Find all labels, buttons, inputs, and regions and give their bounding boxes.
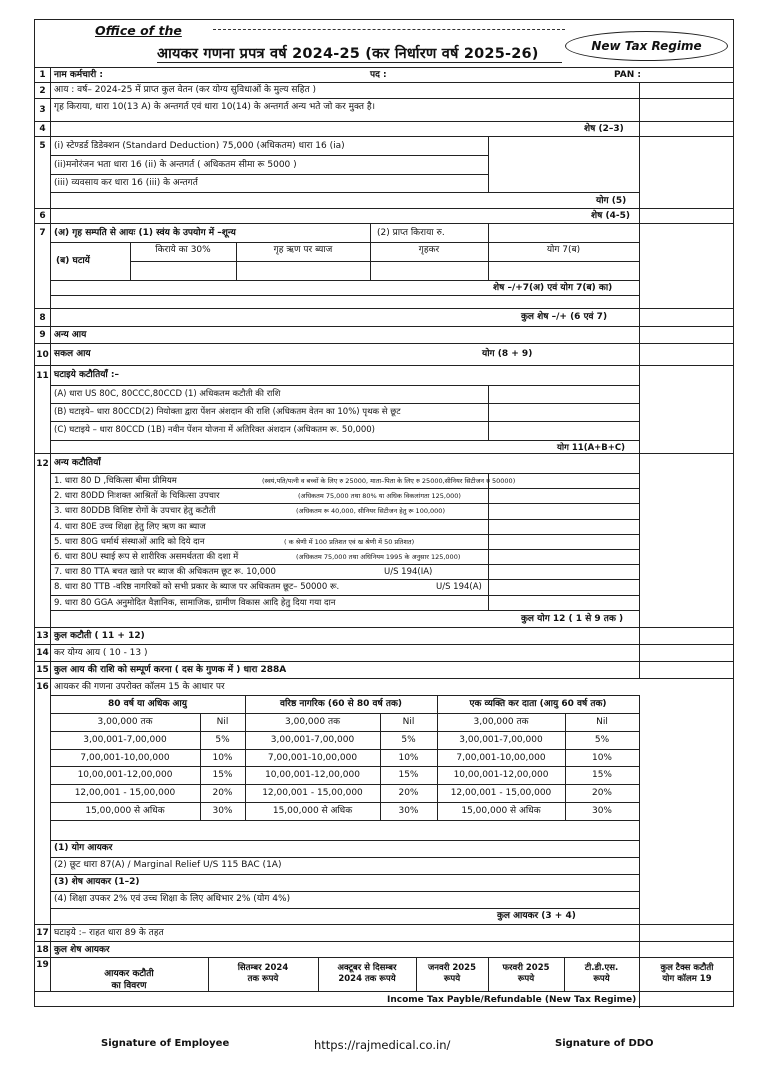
col-divider (50, 942, 51, 957)
row-divider (50, 534, 639, 535)
col-divider (639, 209, 640, 223)
slab-range: 3,00,000 तक (473, 717, 529, 727)
col-divider (50, 209, 51, 223)
row-16 (35, 678, 733, 924)
cess-label: (4) शिक्षा उपकर 2% एवं उच्च शिक्षा के लिए अधिभार 2% (योग 4%) (54, 894, 291, 904)
slab-rate: Nil (216, 717, 229, 727)
net-tax-label: कुल शेष आयकर (54, 945, 110, 955)
row-number: 10 (36, 349, 49, 360)
balance-6-label: शेष (4-5) (591, 211, 630, 221)
tds-details-label-2: का विवरण (111, 981, 147, 991)
form-header (35, 20, 733, 67)
row-divider (50, 242, 639, 243)
row-12 (35, 453, 733, 627)
deduction-80c-label: (A) धारा US 80C, 80CCC,80CCD (1) अधिकतम कटौती की राशि (54, 389, 281, 399)
slab-range: 3,00,001-7,00,000 (459, 734, 543, 745)
slab-range: 3,00,001-7,00,000 (83, 734, 167, 745)
slab-rate: 10% (212, 752, 233, 763)
col-divider (488, 137, 489, 192)
total-5-label: योग (5) (596, 196, 627, 206)
slab-rate: 10% (398, 752, 419, 763)
col-divider (50, 327, 51, 343)
row-number: 17 (36, 928, 49, 938)
other-deduction-item: 3. धारा 80DDB विशिष्ट रोगों के उपचार हेतु कटौती (54, 506, 216, 517)
standard-deduction-label: (i) स्टेण्डर्ड डिडेक्शन (Standard Deduction) 75,000 (अधिकतम) धारा 16 (ia) (54, 141, 345, 151)
row-divider (50, 295, 639, 296)
row-5 (35, 136, 733, 208)
row-17 (35, 924, 733, 941)
tds-column-header: जनवरी 2025 (427, 963, 477, 973)
form-title: आयकर गणना प्रपत्र वर्ष 2024-25 (कर निर्धारण वर्ष 2025-26) (157, 46, 539, 62)
home-loan-interest-header: गृह ऋण पर ब्याज (273, 245, 333, 255)
deductions-11-title: घटाइये कटौतियाँ :– (54, 370, 119, 380)
tax-form (34, 19, 734, 1007)
row-number: 18 (36, 944, 49, 955)
col-divider (639, 224, 640, 308)
col-divider (488, 385, 489, 440)
row-divider (50, 857, 639, 858)
row-divider (50, 549, 639, 550)
total-11-label: योग 11(A+B+C) (557, 443, 626, 453)
slab-range: 10,00,001-12,00,000 (453, 770, 549, 781)
slab-range: 10,00,001-12,00,000 (77, 770, 173, 781)
col-divider (488, 473, 489, 610)
row-number: 9 (39, 330, 46, 340)
slab-rate: 5% (215, 734, 230, 745)
final-row (35, 991, 733, 1008)
row-divider (50, 564, 639, 565)
row-divider (50, 749, 639, 750)
other-deduction-note: U/S 194(A) (436, 582, 482, 593)
other-deduction-item: 7. धारा 80 TTA बचत खाते पर ब्याज की अधिकतम छूट रू. 10,000 (54, 567, 276, 578)
net-balance-8-label: कुल शेष –/+ (6 एवं 7) (521, 312, 608, 322)
rent-30-percent-header: किराये का 30% (155, 245, 211, 255)
col-divider (639, 327, 640, 343)
col-divider (639, 83, 640, 98)
relief-89-label: घटाइये :– राहत धारा 89 के तहत (54, 928, 164, 938)
row-2 (35, 82, 733, 98)
tds-column-header: रूपये (593, 974, 610, 984)
col-divider (50, 662, 51, 678)
total-12-label: कुल योग 12 ( 1 से 9 तक ) (521, 614, 624, 624)
slab-range: 15,00,000 से अधिक (85, 806, 165, 816)
house-property-title: (अ) गृह सम्पति से आयः (1) स्वंय के उपयोग में –शून्य (54, 228, 236, 238)
other-deduction-item: 5. धारा 80G धर्मार्थ संस्थाओं आदि को दिये दान (54, 536, 205, 547)
row-number: 6 (39, 211, 46, 221)
row-number: 15 (36, 665, 49, 675)
other-deduction-item: 6. धारा 80U स्थाई रूप से शारीरिक असमर्थतता की दशा में (54, 552, 239, 562)
row-7 (35, 223, 733, 308)
row-divider (50, 192, 639, 193)
regime-badge-text: New Tax Regime (591, 39, 702, 53)
tds-column-header: अक्टूबर से दिसम्बर (337, 963, 397, 973)
row-divider (50, 874, 639, 875)
row-divider (50, 784, 639, 785)
slab-range: 7,00,001-10,00,000 (80, 752, 170, 763)
row-number: 1 (39, 70, 46, 80)
row-divider (50, 503, 639, 504)
col-divider (639, 645, 640, 661)
other-deduction-note: U/S 194(IA) (384, 567, 433, 578)
row-19 (35, 957, 733, 991)
slab-group-header: एक व्यक्ति कर दाता (आयु 60 वर्ष तक) (469, 699, 607, 709)
entertainment-allowance-label: (ii)मनोरंजन भता धारा 16 (ii) के अन्तगर्त ( अधिकतम सीमा रू 5000 ) (54, 160, 297, 170)
other-deduction-note: (स्वयं,पति/पत्नी व बच्चों के लिए रु 25000, माता–पिता के लिए रु 25000,सीनियर सिटीजन रु 50000) (262, 477, 516, 485)
row-3 (35, 98, 733, 121)
row-13 (35, 627, 733, 644)
row-divider (50, 473, 639, 474)
other-deduction-item: 8. धारा 80 TTB -वरिष्ठ नागरिकों को सभी प्रकार के ब्याज पर अधिकतम छूट– 50000 रू. (54, 582, 340, 593)
slab-rate: 5% (401, 734, 416, 745)
col-divider (50, 68, 51, 82)
row-divider (50, 731, 639, 732)
row-divider (50, 908, 639, 909)
col-divider (639, 628, 640, 644)
website-url[interactable]: https://rajmedical.co.in/ (314, 1038, 451, 1052)
professional-tax-label: (iii) व्यवसाय कर धारा 16 (iii) के अन्तगर्त (54, 178, 198, 188)
balance-4-label: शेष (2–3) (584, 124, 624, 134)
col-divider (50, 83, 51, 98)
col-divider (565, 713, 566, 820)
tds-column-header: योग कॉलम 19 (662, 974, 712, 984)
row-number: 8 (39, 312, 46, 323)
row-divider (50, 891, 639, 892)
pan-label: PAN : (614, 70, 641, 80)
col-divider (639, 99, 640, 121)
row-divider (50, 519, 639, 520)
other-deduction-item: 1. धारा 80 D ,चिकित्सा बीमा प्रीमियम (54, 476, 177, 486)
slab-range: 15,00,000 से अधिक (272, 806, 353, 816)
other-deductions-title: अन्य कटौतियाँ (54, 458, 101, 468)
slab-range: 3,00,000 तक (285, 717, 340, 727)
row-divider (50, 174, 488, 175)
tds-details-label-1: आयकर कटौती (104, 969, 154, 979)
slab-rate: 30% (591, 806, 612, 816)
col-divider (639, 137, 640, 208)
slab-range: 12,00,001 - 15,00,000 (450, 788, 552, 799)
row-4 (35, 121, 733, 136)
post-label: पद : (370, 70, 387, 80)
row-divider (50, 610, 639, 611)
row-number: 7 (39, 228, 46, 238)
slab-rate: 15% (591, 770, 612, 781)
col-divider (370, 224, 371, 242)
other-deduction-note: (अधिकतम 75,000 तथा अधिनियम 1995 के अनुसार 125,000) (296, 553, 461, 561)
slab-rate: Nil (402, 717, 415, 727)
tds-column-header: रूपये (443, 974, 461, 984)
col-divider (50, 137, 51, 208)
row-divider (50, 766, 639, 767)
slab-range: 12,00,001 - 15,00,000 (262, 788, 363, 799)
total-tax-16-label: कुल आयकर (3 + 4) (497, 911, 576, 921)
deduction-80ccd1b-label: (C) घटाइये – धारा 80CCD (1B) नवीन पेंशन योजना में अतिरिक्त अंशदान (अधिकतम रू. 50,000) (54, 425, 375, 435)
col-divider (380, 713, 381, 820)
total-deductions-label: कुल कटौती ( 11 + 12) (54, 631, 145, 641)
row-number: 4 (39, 124, 46, 134)
col-divider (50, 309, 51, 326)
row-divider (50, 421, 639, 422)
row-divider (50, 713, 639, 714)
employee-signature-label: Signature of Employee (101, 1038, 230, 1049)
office-name-line (213, 29, 565, 30)
row-10 (35, 343, 733, 365)
tds-column-header: रूपये (517, 974, 535, 984)
slab-rate: 5% (594, 734, 610, 745)
slab-group-header: वरिष्ठ नागरिक (60 से 80 वर्ष तक) (279, 699, 403, 709)
row-14 (35, 644, 733, 661)
col-divider (639, 122, 640, 136)
col-divider (639, 992, 640, 1008)
balance-7-label: शेष –/+7(अ) एवं योग 7(ब) का) (493, 283, 613, 293)
col-divider (639, 695, 640, 925)
tds-column-header: सितम्बर 2024 (237, 963, 289, 973)
row-divider (50, 595, 639, 596)
row-number: 14 (36, 648, 49, 658)
gross-salary-label: आय : वर्ष– 2024-25 में प्राप्त कुल वेतन (कर योग्य सुविधाओं के मुल्य सहित ) (54, 85, 317, 95)
col-divider (50, 925, 51, 941)
row-number: 12 (36, 458, 49, 469)
row-number: 16 (36, 682, 49, 692)
rent-received-label: (2) प्राप्त किराया रु. (377, 228, 445, 238)
other-deduction-item: 2. धारा 80DD निःशक्त आश्रितों के चिकित्सा उपचार (54, 491, 220, 502)
slab-rate: 10% (591, 752, 612, 763)
row-number: 11 (36, 370, 49, 381)
row-divider (50, 403, 639, 404)
col-divider (639, 662, 640, 678)
col-divider (639, 942, 640, 957)
slab-range: 15,00,000 से अधिक (461, 806, 541, 816)
other-deduction-note: (अधिकतम रू 40,000, सीनियर सिटीजन हेतु रू 100,000) (296, 507, 445, 516)
total-income-tax-label: (1) योग आयकर (54, 843, 113, 853)
slab-range: 7,00,001-10,00,000 (456, 752, 546, 763)
row-divider (50, 280, 639, 281)
row-divider (50, 695, 639, 696)
office-of-label: Office of the (95, 23, 182, 38)
tax-payable-refundable-label: Income Tax Payble/Refundable (New Tax Regime) (387, 995, 637, 1005)
balance-tax-label: (3) शेष आयकर (1–2) (54, 877, 140, 887)
row-divider (50, 155, 488, 156)
tds-column-header: टी.डी.एस. (584, 963, 619, 973)
gross-income-label: सकल आय (54, 349, 91, 359)
row-15 (35, 661, 733, 678)
slab-range: 3,00,000 तक (97, 717, 153, 727)
col-divider (639, 309, 640, 326)
row-divider (50, 579, 639, 580)
slab-rate: 20% (212, 788, 233, 799)
row-number: 3 (39, 105, 46, 115)
slab-rate: 30% (212, 806, 233, 816)
other-income-label: अन्य आय (54, 330, 87, 340)
row-divider (50, 440, 639, 441)
row-number: 5 (39, 141, 46, 151)
row-divider (130, 261, 639, 262)
slab-rate: Nil (596, 717, 608, 727)
ddo-signature-label: Signature of DDO (555, 1038, 654, 1049)
title-underline (157, 62, 562, 63)
tds-column-header: तक रूपये (247, 974, 279, 984)
col-divider (50, 99, 51, 121)
row-divider (50, 385, 639, 386)
col-divider (50, 454, 51, 627)
deduction-80ccd2-label: (B) घटाइये– धारा 80CCD(2) नियोक्ता द्वारा पेंशन अंशदान की राशि (अधिकतम वेतन का 10%) पृथक से छूट (54, 407, 401, 417)
total-7b-header: योग 7(ब) (546, 245, 581, 255)
tds-column-header: 2024 तक रूपये (338, 974, 396, 984)
taxable-income-label: कर योग्य आय ( 10 - 13 ) (54, 648, 148, 658)
other-deduction-item: 9. धारा 80 GGA अनुमोदित वैज्ञानिक, सामाजिक, ग्रामीण विकास आदि हेतु दिया गया दान (54, 597, 336, 608)
total-10-label: योग (8 + 9) (482, 349, 533, 359)
col-divider (50, 344, 51, 365)
row-9 (35, 326, 733, 343)
slab-rate: 20% (398, 788, 419, 799)
row-18 (35, 941, 733, 957)
row-divider (50, 802, 639, 803)
slab-rate: 30% (398, 806, 419, 816)
slab-range: 10,00,001-12,00,000 (265, 770, 360, 781)
col-divider (50, 645, 51, 661)
slab-rate: 15% (398, 770, 419, 781)
other-deduction-note: (अधिकतम 75,000 तथा 80% या अधिक विकलांगता 125,000) (298, 492, 461, 501)
row-1 (35, 67, 733, 82)
hra-exemption-label: गृह किराया, धारा 10(13 A) के अन्तगर्त एवं धारा 10(14) के अन्तगर्त अन्य भते जो कर मुक्त है। (54, 102, 376, 112)
slab-group-header: 80 वर्ष या अधिक आयु (108, 699, 187, 709)
slab-range: 7,00,001-10,00,000 (267, 752, 358, 763)
row-6 (35, 208, 733, 223)
col-divider (488, 224, 489, 242)
other-deduction-note: ( क श्रेणी में 100 प्रतिशत एवं ख श्रेणी में 50 प्रतिशत) (284, 537, 415, 546)
row-number: 13 (36, 631, 49, 641)
row-divider (50, 840, 639, 841)
employee-name-label: नाम कर्मचारी : (54, 70, 103, 80)
other-deduction-item: 4. धारा 80E उच्च शिक्षा हेतु लिए ऋण का ब्याज (54, 521, 206, 532)
col-divider (639, 344, 640, 365)
rebate-87a-label: (2) छूट धारा 87(A) / Marginal Relief U/S 115 BAC (1A) (54, 860, 282, 870)
slab-range: 3,00,001-7,00,000 (270, 734, 355, 745)
row-11 (35, 365, 733, 453)
col-divider (639, 366, 640, 453)
row-number: 2 (39, 85, 46, 96)
row-divider (50, 488, 639, 489)
slab-rate: 20% (591, 788, 612, 799)
row-number: 19 (36, 960, 49, 970)
regime-badge (565, 31, 728, 61)
col-divider (200, 713, 201, 820)
tax-computation-title: आयकर की गणना उपरोक्त कॉलम 15 के आधार पर (54, 682, 225, 692)
row-divider (50, 820, 639, 821)
col-divider (50, 122, 51, 136)
row-8 (35, 308, 733, 326)
slab-range: 12,00,001 - 15,00,000 (74, 788, 176, 799)
tds-column-header: कुल टैक्स कटौती (660, 963, 714, 973)
slab-rate: 15% (212, 770, 233, 781)
col-divider (50, 628, 51, 644)
deductions-7b-label: (ब) घटायें (56, 256, 90, 266)
house-tax-header: गृहकर (418, 245, 440, 255)
col-divider (639, 454, 640, 627)
col-divider (639, 925, 640, 941)
tds-column-header: फरवरी 2025 (502, 963, 550, 973)
rounded-income-label: कुल आय की राशि को सम्पूर्ण करना ( दस के गुणक में ) धारा 288A (54, 665, 287, 675)
